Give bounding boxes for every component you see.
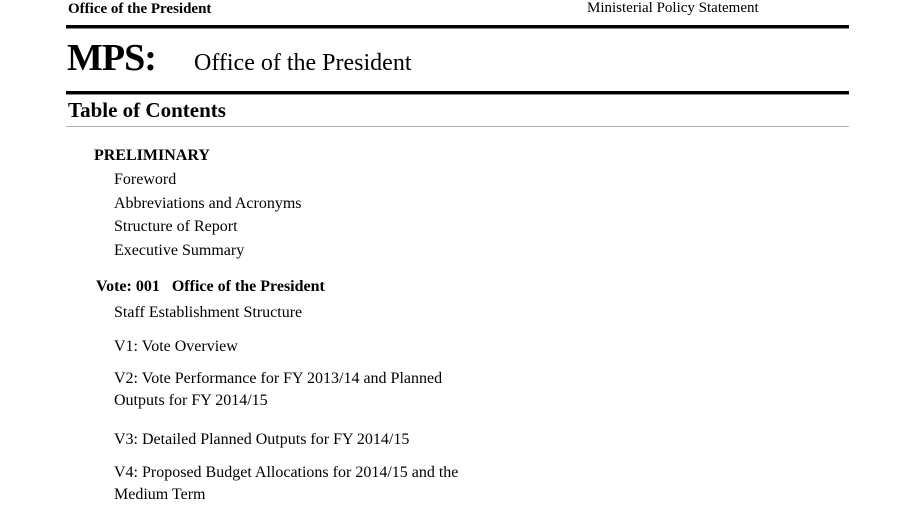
toc-item-staff-establishment[interactable]: Staff Establishment Structure [114, 304, 303, 321]
header-divider [66, 25, 849, 29]
toc-item-structure-of-report[interactable]: Structure of Report [114, 218, 238, 235]
title-prefix: MPS: [67, 37, 156, 79]
toc-item-v2-vote-performance-cont[interactable]: Outputs for FY 2014/15 [114, 392, 268, 409]
title-subtitle: Office of the President [194, 50, 412, 76]
title-divider [66, 91, 849, 95]
toc-item-abbreviations[interactable]: Abbreviations and Acronyms [114, 195, 302, 212]
toc-item-foreword[interactable]: Foreword [114, 171, 177, 188]
toc-item-v4-budget-allocations-cont[interactable]: Medium Term [114, 486, 206, 503]
toc-section-vote-001[interactable]: Vote: 001 Office of the President [96, 278, 325, 295]
toc-section-preliminary[interactable]: PRELIMINARY [94, 147, 210, 164]
toc-item-v1-vote-overview[interactable]: V1: Vote Overview [114, 338, 238, 355]
header-document-type: Ministerial Policy Statement [587, 0, 759, 16]
toc-item-v2-vote-performance[interactable]: V2: Vote Performance for FY 2013/14 and Planned [114, 370, 443, 387]
toc-item-v3-detailed-outputs[interactable]: V3: Detailed Planned Outputs for FY 2014/15 [114, 431, 410, 448]
toc-heading: Table of Contents [68, 98, 226, 122]
toc-item-executive-summary[interactable]: Executive Summary [114, 242, 245, 259]
toc-item-v4-budget-allocations[interactable]: V4: Proposed Budget Allocations for 2014/15 and the [114, 464, 459, 481]
toc-divider [66, 126, 849, 127]
header-office-name: Office of the President [68, 1, 212, 17]
